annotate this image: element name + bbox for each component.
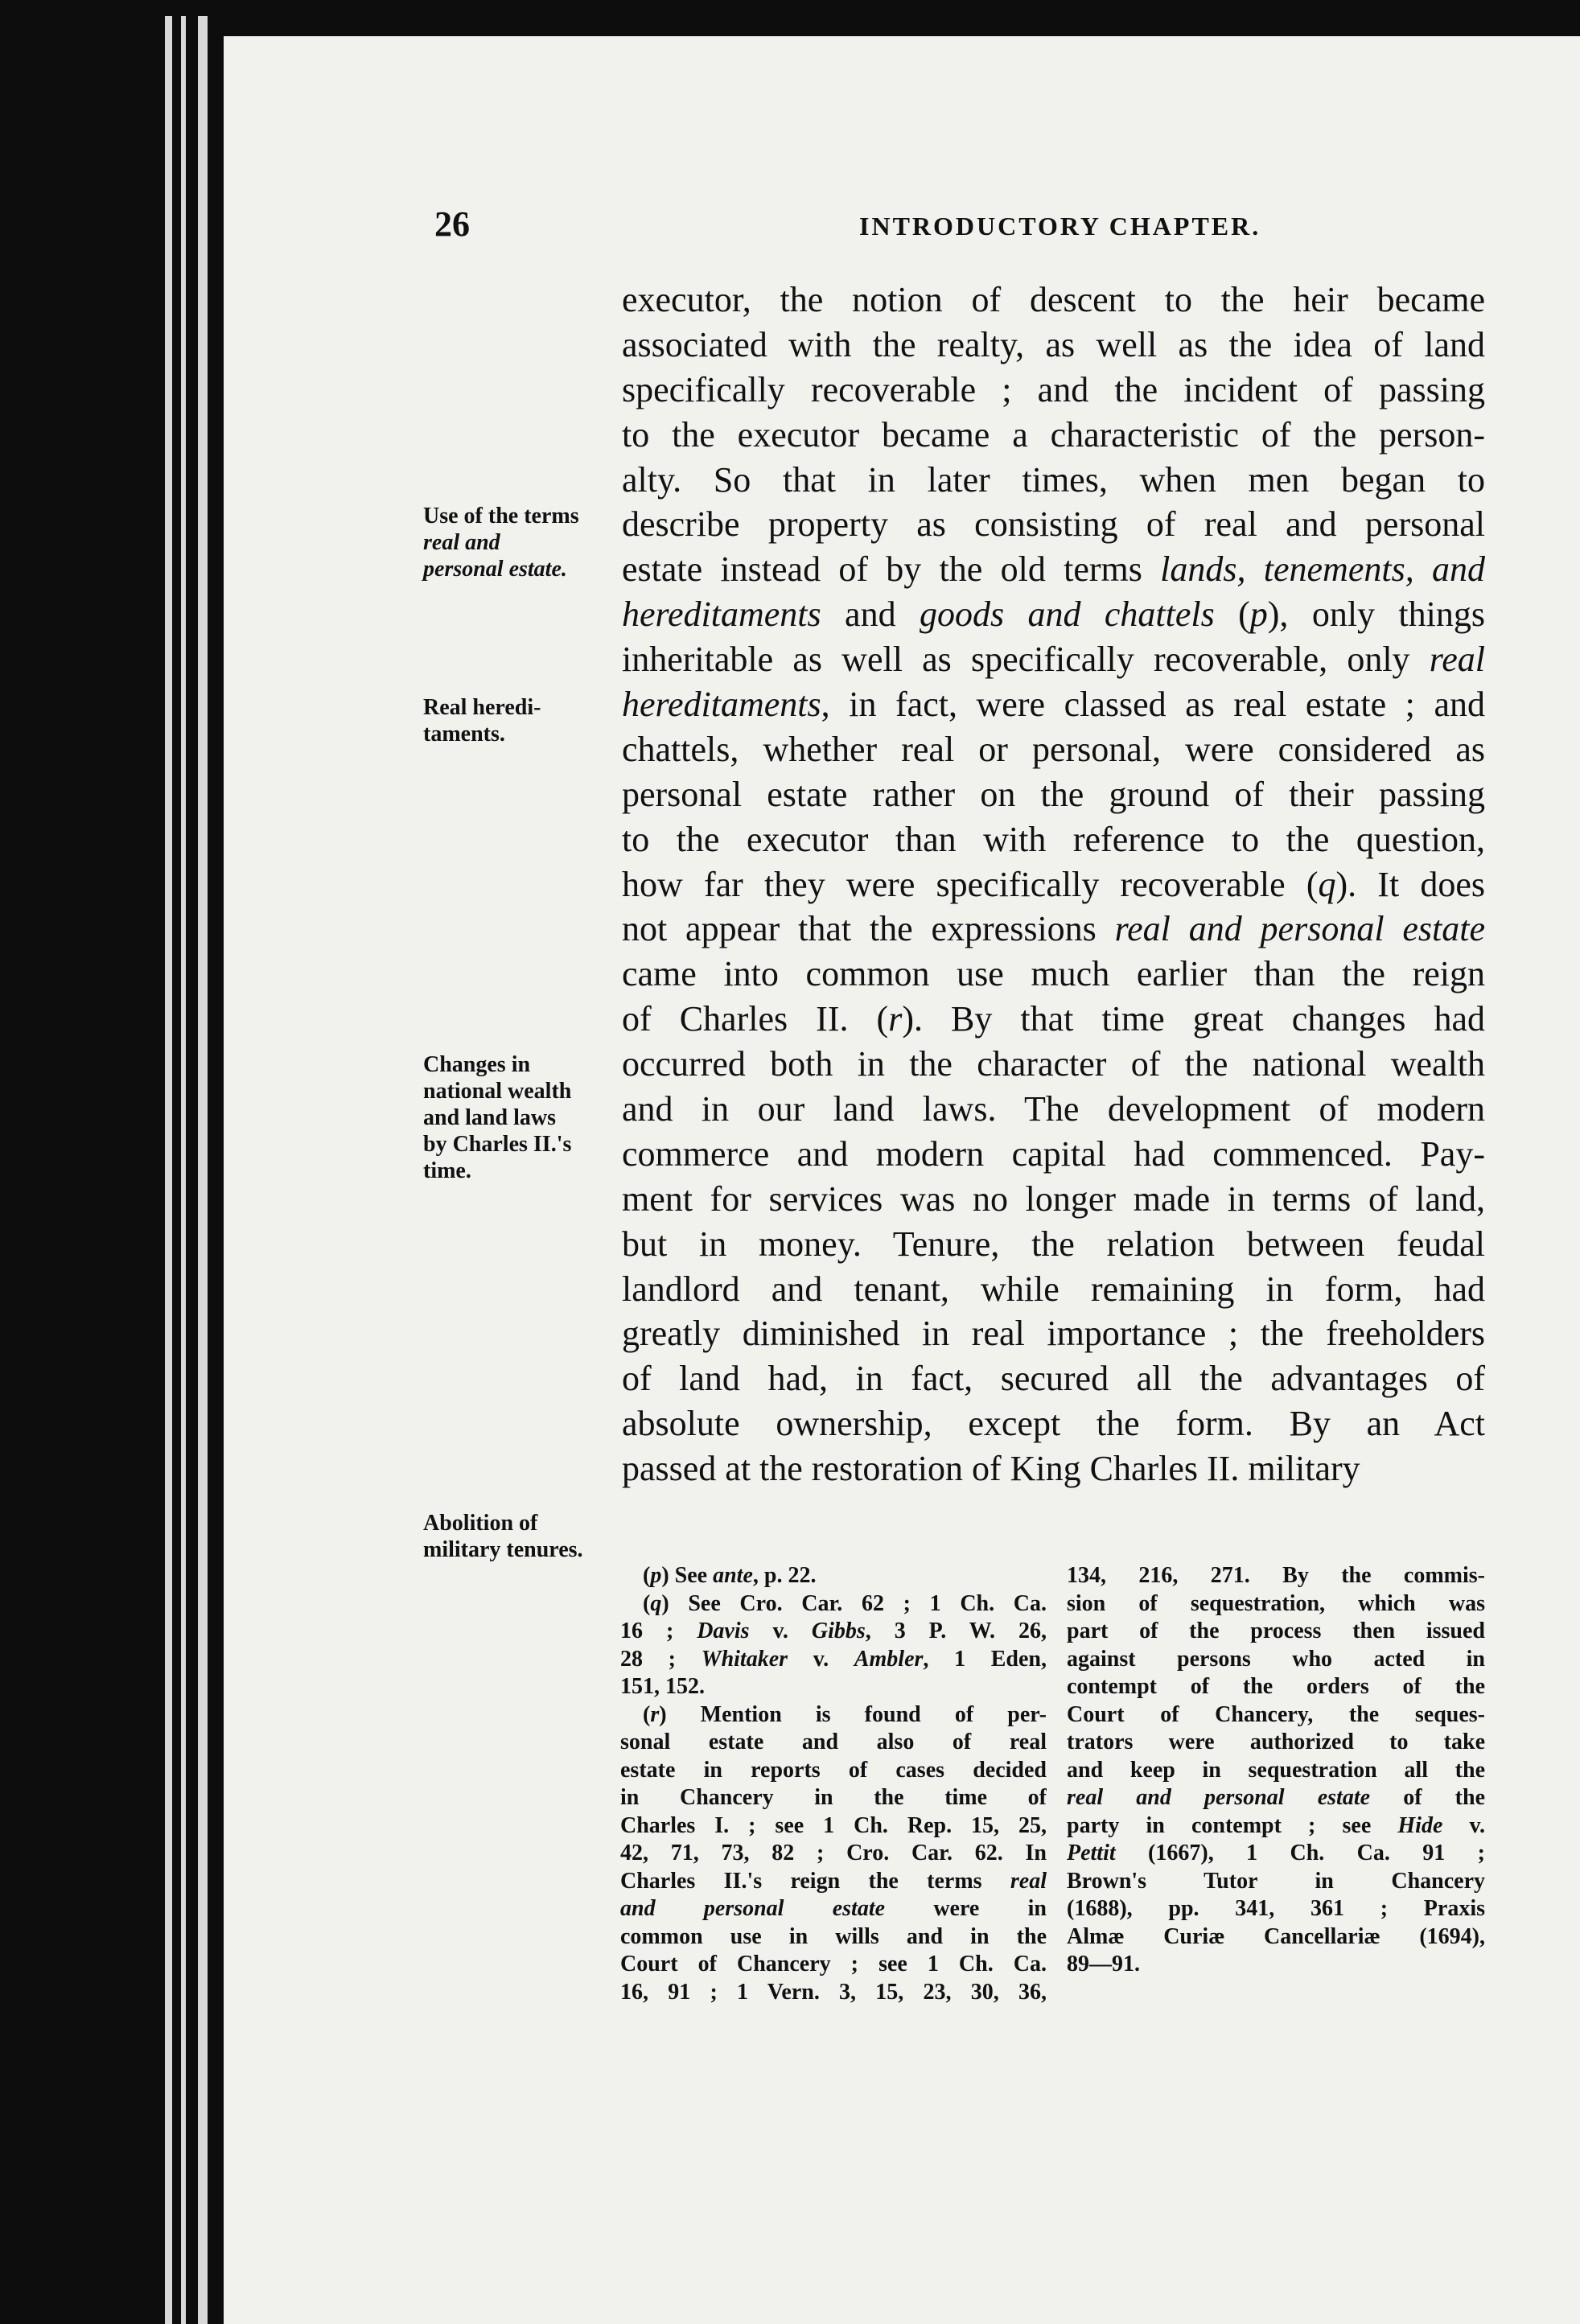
body-line: ment for services was no longer made in terms of land, xyxy=(622,1178,1485,1219)
body-line: specifically recoverable ; and the incident of passing xyxy=(622,369,1485,409)
body-line: to the executor became a characteristic of the person- xyxy=(622,414,1485,455)
footnote-line: 16, 91 ; 1 Vern. 3, 15, 23, 30, 36, xyxy=(620,1979,1047,2005)
binding-edge xyxy=(198,16,208,2324)
footnote-line: Pettit (1667), 1 Ch. Ca. 91 ; xyxy=(1067,1841,1485,1865)
footnote-line: 28 ; Whitaker v. Ambler, 1 Eden, xyxy=(620,1646,1047,1672)
footnote-line: trators were authorized to take xyxy=(1067,1730,1485,1754)
body-line: passed at the restoration of King Charles II. military xyxy=(622,1449,1360,1489)
footnote-line: estate in reports of cases decided xyxy=(620,1757,1047,1783)
side-note: Changes in national wealth and land laws by Charles II.'s time. xyxy=(423,1052,572,1183)
footnote-line: common use in wills and in the xyxy=(620,1923,1047,1949)
footnote-line: Almæ Curiæ Cancellariæ (1694), xyxy=(1067,1923,1485,1949)
body-line: describe property as consisting of real and personal xyxy=(622,504,1485,545)
footnotes-right-column xyxy=(1067,1562,1485,1979)
binding-edge xyxy=(165,16,172,2324)
footnote-line: party in contempt ; see Hide v. xyxy=(1067,1812,1485,1838)
footnote-line: sion of sequestration, which was xyxy=(1067,1590,1485,1616)
body-line: and in our land laws. The development of modern xyxy=(622,1089,1485,1129)
body-line: but in money. Tenure, the relation between feudal xyxy=(622,1224,1485,1264)
running-head: INTRODUCTORY CHAPTER. xyxy=(859,212,1261,241)
footnote-line: and keep in sequestration all the xyxy=(1067,1757,1485,1783)
footnote-line: (p) See ante, p. 22. xyxy=(643,1563,817,1588)
body-line: chattels, whether real or personal, were considered as xyxy=(622,729,1485,769)
body-line: of Charles II. (r). By that time great changes had xyxy=(622,999,1485,1039)
footnote-line: Charles II.'s reign the terms real xyxy=(620,1868,1047,1894)
footnote-line: Court of Chancery ; see 1 Ch. Ca. xyxy=(620,1952,1047,1976)
footnote-line: 134, 216, 271. By the commis- xyxy=(1067,1563,1485,1588)
body-line: commerce and modern capital had commenced. Pay- xyxy=(622,1133,1485,1174)
footnote-line: part of the process then issued xyxy=(1067,1619,1485,1643)
footnote-line: contempt of the orders of the xyxy=(1067,1674,1485,1699)
body-line: inheritable as well as specifically recoverable, only real xyxy=(622,640,1485,680)
footnote-line: 89—91. xyxy=(1067,1952,1140,1976)
footnote-line: 16 ; Davis v. Gibbs, 3 P. W. 26, xyxy=(620,1619,1047,1643)
footnote-line: Court of Chancery, the seques- xyxy=(1067,1701,1485,1727)
footnote-line: 42, 71, 73, 82 ; Cro. Car. 62. In xyxy=(620,1841,1047,1865)
body-line: hereditaments and goods and chattels (p), only things xyxy=(622,594,1485,635)
footnote-line: Charles I. ; see 1 Ch. Rep. 15, 25, xyxy=(620,1812,1047,1838)
body-line: greatly diminished in real importance ; the freeholders xyxy=(622,1314,1485,1354)
body-line: associated with the realty, as well as the idea of land xyxy=(622,324,1485,364)
footnote-line: (q) See Cro. Car. 62 ; 1 Ch. Ca. xyxy=(643,1590,1047,1616)
book-page xyxy=(224,36,1580,2324)
body-line: estate instead of by the old terms lands, tenements, and xyxy=(622,549,1485,590)
body-line: hereditaments, in fact, were classed as real estate ; and xyxy=(622,685,1485,725)
footnote-line: (1688), pp. 341, 361 ; Praxis xyxy=(1067,1896,1485,1921)
side-note: Use of the terms real and personal estate. xyxy=(423,504,579,582)
footnote-line: in Chancery in the time of xyxy=(620,1785,1047,1810)
body-line: absolute ownership, except the form. By an Act xyxy=(622,1404,1485,1444)
body-line: executor, the notion of descent to the heir became xyxy=(622,280,1485,319)
binding-edge xyxy=(181,16,186,2324)
side-note: Real heredi- taments. xyxy=(423,695,541,747)
footnote-line: sonal estate and also of real xyxy=(620,1730,1047,1754)
page-number: 26 xyxy=(434,204,470,244)
body-line: landlord and tenant, while remaining in form, had xyxy=(622,1269,1485,1309)
footnote-line: (r) Mention is found of per- xyxy=(643,1701,1047,1727)
footnote-line: and personal estate were in xyxy=(620,1896,1047,1921)
body-line: personal estate rather on the ground of their passing xyxy=(622,774,1485,814)
body-text xyxy=(622,278,1485,1491)
body-line: occurred both in the character of the national wealth xyxy=(622,1044,1485,1084)
body-line: came into common use much earlier than the reign xyxy=(622,954,1485,994)
body-line: not appear that the expressions real and personal estate xyxy=(622,909,1485,949)
body-line: of land had, in fact, secured all the advantages of xyxy=(622,1359,1485,1399)
footnotes-left-column xyxy=(620,1562,1047,2006)
footnote-line: 151, 152. xyxy=(620,1674,705,1699)
body-line: how far they were specifically recoverable (q). It does xyxy=(622,864,1485,904)
footnote-line: Brown's Tutor in Chancery xyxy=(1067,1868,1485,1894)
body-line: to the executor than with reference to the question, xyxy=(622,819,1485,859)
footnote-line: against persons who acted in xyxy=(1067,1646,1485,1672)
body-line: alty. So that in later times, when men began to xyxy=(622,459,1485,500)
side-note: Abolition of military tenures. xyxy=(423,1511,583,1562)
footnote-line: real and personal estate of the xyxy=(1067,1785,1485,1810)
